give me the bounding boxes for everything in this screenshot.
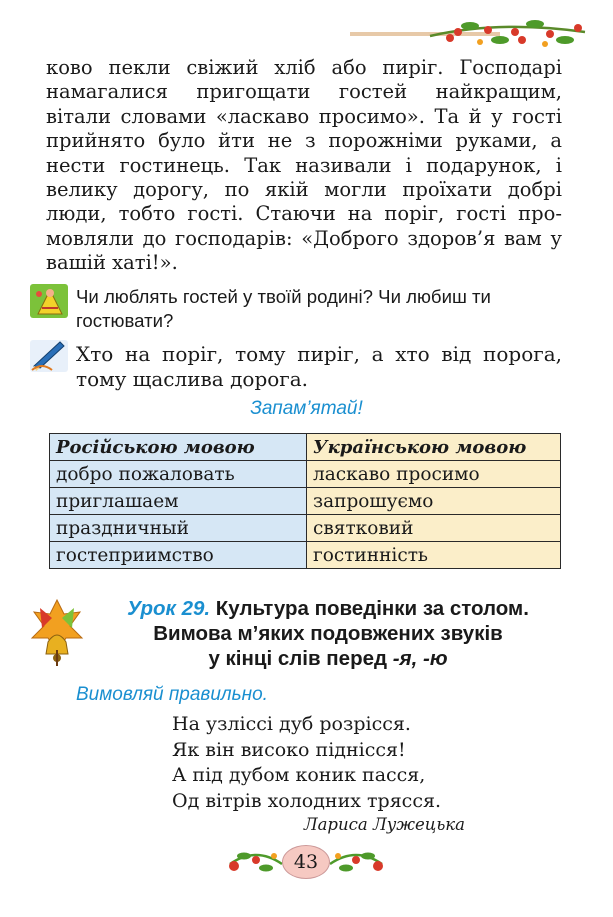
intro-line: прийнято було йти не з порожніми руками, а (46, 129, 562, 153)
lesson-title-line (88, 646, 568, 671)
intro-line: ково пекли свіжий хліб або пиріг. Господарі (46, 56, 562, 79)
cone-figure-icon (30, 284, 68, 318)
cell-russian: приглашаем (50, 488, 307, 515)
table-row (50, 515, 561, 542)
pronounce-heading: Вимовляй правильно. (76, 684, 268, 705)
lesson-heading (88, 596, 568, 671)
poem-line: А під дубом коник пасся, (172, 764, 426, 786)
intro-line: нести гостинець. Так називали і подарунок, і (46, 153, 562, 177)
cell-ukrainian: святковий (307, 515, 561, 542)
page-number: 43 (282, 845, 330, 879)
table-row (50, 461, 561, 488)
cell-ukrainian: запрошуємо (307, 488, 561, 515)
poem-author: Лариса Лужецька (303, 815, 465, 834)
lesson-number: Урок 29. (127, 597, 211, 620)
cell-russian: добро пожаловать (50, 461, 307, 488)
header-russian: Російською мовою (50, 434, 307, 461)
question-line: Чи люблять гостей у твоїй родині? Чи любиш ти (76, 286, 491, 307)
cell-russian: гостеприимство (50, 542, 307, 569)
intro-line: вітали словами «ласкаво просимо». Та й у гості (46, 104, 562, 128)
intro-paragraph (46, 56, 562, 276)
remember-heading: Запам’ятай! (250, 398, 363, 419)
header-ukrainian: Українською мовою (307, 434, 561, 461)
cell-ukrainian: гостинність (307, 542, 561, 569)
vocabulary-table (49, 433, 561, 569)
intro-line: вашій хаті!». (46, 251, 178, 275)
discussion-question (76, 285, 562, 333)
poem (172, 712, 441, 814)
intro-line: мовляли до господарів: «Доброго здоров’я вам у (46, 226, 562, 250)
intro-line: велику дорогу, по якій могли проїхати добрі (46, 177, 562, 201)
proverb-line: Хто на поріг, тому пиріг, а хто від порога, (76, 342, 562, 366)
cell-ukrainian: ласкаво просимо (307, 461, 561, 488)
lesson-title-line: Вимова м’яких подовжених звуків (153, 622, 503, 645)
intro-line: намагалися пригощати гостей найкращим, (46, 80, 562, 104)
table-row (50, 542, 561, 569)
poem-line: На узліссі дуб розрісся. (172, 713, 411, 735)
question-line: гостювати? (76, 310, 174, 331)
table-row (50, 488, 561, 515)
proverb-line: тому щаслива дорога. (76, 367, 309, 391)
proverb (76, 342, 562, 392)
poem-line: Од вітрів холодних трясся. (172, 789, 441, 812)
lesson-title-line (88, 596, 568, 621)
pencil-icon (30, 340, 68, 372)
floral-branch-decoration (350, 10, 590, 54)
lesson-title-prefix: у кінці слів перед (208, 647, 393, 670)
poem-line: Як він високо піднісся! (172, 738, 406, 761)
autumn-leaves-bell-icon (30, 598, 84, 668)
table-header-row (50, 434, 561, 461)
lesson-title: Культура поведінки за столом. (215, 597, 529, 620)
cell-russian: праздничный (50, 515, 307, 542)
intro-line: люди, тобто гості. Стаючи на поріг, гості про- (46, 202, 562, 226)
lesson-title-suffix: -я, -ю (392, 647, 448, 670)
